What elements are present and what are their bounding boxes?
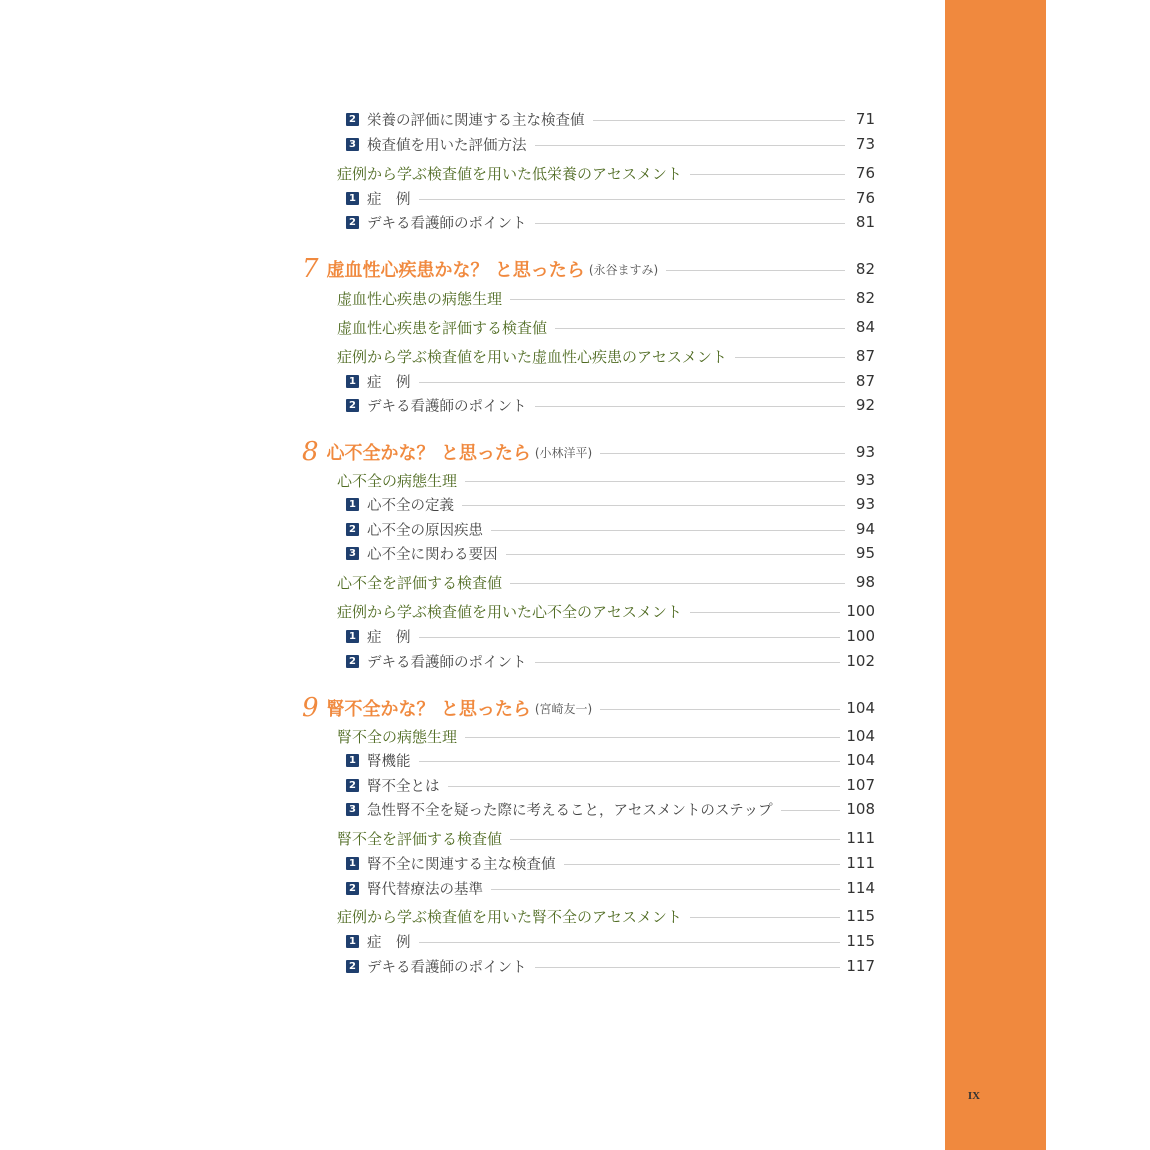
toc-entry[interactable] — [346, 798, 875, 820]
toc-entry[interactable] — [346, 370, 875, 392]
leader-line — [690, 174, 845, 175]
page-number: IX — [967, 1090, 981, 1102]
leader-line — [781, 810, 841, 811]
page-reference: 95 — [855, 544, 875, 562]
chapter-title: 腎不全かな？ と思ったら — [326, 699, 531, 720]
item-number-badge: 1 — [346, 375, 359, 388]
leader-line — [419, 382, 846, 383]
subsection-title: 心不全に関わる要因 — [367, 546, 498, 563]
toc-entry[interactable] — [346, 749, 875, 771]
toc-entry[interactable] — [346, 852, 875, 874]
leader-line — [535, 145, 846, 146]
page-reference: 84 — [855, 318, 875, 336]
page-reference: 81 — [855, 213, 875, 231]
subsection-title: デキる看護師のポイント — [367, 654, 527, 671]
leader-line — [593, 120, 846, 121]
subsection-title: デキる看護師のポイント — [367, 398, 527, 415]
item-number-badge: 1 — [346, 935, 359, 948]
toc-entry[interactable] — [337, 905, 875, 927]
chapter-title: 心不全かな？ と思ったら — [326, 443, 531, 464]
toc-entry[interactable] — [346, 930, 875, 952]
page-reference: 92 — [855, 396, 875, 414]
leader-line — [448, 786, 841, 787]
toc-entry[interactable] — [346, 955, 875, 977]
toc-entry[interactable] — [346, 108, 875, 130]
subsection-title: 腎代替療法の基準 — [367, 881, 483, 898]
leader-line — [419, 637, 841, 638]
toc-entry[interactable] — [346, 211, 875, 233]
leader-line — [535, 662, 841, 663]
page-reference: 108 — [846, 800, 875, 818]
leader-line — [465, 737, 840, 738]
toc-entry[interactable] — [346, 518, 875, 540]
toc-entry[interactable] — [337, 316, 875, 338]
leader-line — [564, 864, 841, 865]
chapter-author: (宮崎友一) — [534, 701, 593, 716]
section-title: 症例から学ぶ検査値を用いた虚血性心疾患のアセスメント — [337, 347, 727, 366]
chapter-number: 9 — [302, 693, 319, 723]
item-number-badge: 2 — [346, 960, 359, 973]
page-reference: 87 — [855, 347, 875, 365]
toc-entry[interactable] — [346, 493, 875, 515]
leader-line — [555, 328, 845, 329]
toc-entry[interactable] — [337, 287, 875, 309]
leader-line — [462, 505, 845, 506]
page-reference: 115 — [846, 932, 875, 950]
subsection-title: 症 例 — [367, 934, 411, 951]
subsection-title: デキる看護師のポイント — [367, 959, 527, 976]
section-title: 症例から学ぶ検査値を用いた腎不全のアセスメント — [337, 907, 682, 926]
toc-entry[interactable] — [346, 133, 875, 155]
page-reference: 104 — [846, 699, 875, 717]
subsection-title: 症 例 — [367, 629, 411, 646]
toc-entry[interactable] — [337, 725, 875, 747]
right-margin — [1046, 0, 1150, 1150]
leader-line — [510, 839, 840, 840]
item-number-badge: 2 — [346, 779, 359, 792]
page-reference: 111 — [846, 854, 875, 872]
item-number-badge: 3 — [346, 138, 359, 151]
item-number-badge: 3 — [346, 547, 359, 560]
item-number-badge: 1 — [346, 630, 359, 643]
section-title: 虚血性心疾患の病態生理 — [337, 289, 503, 308]
item-number-badge: 2 — [346, 655, 359, 668]
page-reference: 82 — [855, 289, 875, 307]
page-reference: 71 — [855, 110, 875, 128]
leader-line — [535, 223, 846, 224]
page-reference: 107 — [846, 776, 875, 794]
toc-entry[interactable] — [337, 162, 875, 184]
toc-entry[interactable] — [337, 571, 875, 593]
page-reference: 104 — [846, 727, 875, 745]
toc-entry[interactable] — [302, 693, 875, 723]
page-reference: 82 — [855, 260, 875, 278]
item-number-badge: 2 — [346, 113, 359, 126]
leader-line — [510, 583, 845, 584]
item-number-badge: 2 — [346, 399, 359, 412]
toc-entry[interactable] — [346, 187, 875, 209]
section-title: 虚血性心疾患を評価する検査値 — [337, 318, 548, 337]
page-reference: 111 — [846, 829, 875, 847]
leader-line — [690, 917, 841, 918]
page-reference: 104 — [846, 751, 875, 769]
item-number-badge: 2 — [346, 882, 359, 895]
leader-line — [600, 453, 845, 454]
subsection-title: 腎不全に関連する主な検査値 — [367, 856, 556, 873]
chapter-author: (小林洋平) — [534, 445, 593, 460]
orange-side-tab — [945, 0, 1046, 1150]
leader-line — [666, 270, 845, 271]
subsection-title: 腎機能 — [367, 753, 411, 770]
page-reference: 94 — [855, 520, 875, 538]
section-title: 腎不全を評価する検査値 — [337, 829, 503, 848]
item-number-badge: 1 — [346, 857, 359, 870]
leader-line — [465, 481, 845, 482]
section-title: 心不全の病態生理 — [337, 471, 458, 490]
page-reference: 100 — [846, 602, 875, 620]
subsection-title: 腎不全とは — [367, 778, 440, 795]
page-reference: 87 — [855, 372, 875, 390]
subsection-title: 栄養の評価に関連する主な検査値 — [367, 112, 585, 129]
page-reference: 117 — [846, 957, 875, 975]
toc-entry[interactable] — [337, 600, 875, 622]
toc-entry[interactable] — [337, 827, 875, 849]
leader-line — [735, 357, 845, 358]
section-title: 心不全を評価する検査値 — [337, 573, 503, 592]
subsection-title: デキる看護師のポイント — [367, 215, 527, 232]
subsection-title: 心不全の定義 — [367, 497, 454, 514]
page-reference: 114 — [846, 879, 875, 897]
chapter-number: 7 — [302, 254, 319, 284]
page-reference: 76 — [855, 189, 875, 207]
chapter-number: 8 — [302, 437, 319, 467]
page-reference: 76 — [855, 164, 875, 182]
leader-line — [419, 761, 841, 762]
toc-entry[interactable] — [337, 345, 875, 367]
leader-line — [510, 299, 845, 300]
subsection-title: 急性腎不全を疑った際に考えること，アセスメントのステップ — [367, 802, 773, 819]
page-reference: 98 — [855, 573, 875, 591]
leader-line — [491, 530, 845, 531]
section-title: 症例から学ぶ検査値を用いた低栄養のアセスメント — [337, 164, 682, 183]
subsection-title: 心不全の原因疾患 — [367, 522, 483, 539]
toc-entry[interactable] — [346, 542, 875, 564]
toc-entry[interactable] — [302, 254, 875, 284]
item-number-badge: 3 — [346, 803, 359, 816]
toc-entry[interactable] — [346, 650, 875, 672]
item-number-badge: 2 — [346, 216, 359, 229]
page-reference: 93 — [855, 495, 875, 513]
leader-line — [419, 942, 841, 943]
page-reference: 93 — [855, 443, 875, 461]
page-reference: 102 — [846, 652, 875, 670]
toc-entry[interactable] — [346, 394, 875, 416]
leader-line — [535, 406, 846, 407]
subsection-title: 症 例 — [367, 374, 411, 391]
subsection-title: 症 例 — [367, 191, 411, 208]
item-number-badge: 1 — [346, 498, 359, 511]
chapter-title: 虚血性心疾患かな？ と思ったら — [326, 260, 585, 281]
page-reference: 115 — [846, 907, 875, 925]
section-title: 症例から学ぶ検査値を用いた心不全のアセスメント — [337, 602, 682, 621]
toc-entry[interactable] — [346, 625, 875, 647]
toc-entry[interactable] — [346, 877, 875, 899]
leader-line — [506, 554, 846, 555]
subsection-title: 検査値を用いた評価方法 — [367, 137, 527, 154]
chapter-author: (永谷ますみ) — [588, 262, 659, 277]
toc-entry[interactable] — [346, 774, 875, 796]
item-number-badge: 2 — [346, 523, 359, 536]
item-number-badge: 1 — [346, 192, 359, 205]
leader-line — [600, 709, 840, 710]
page-reference: 93 — [855, 471, 875, 489]
item-number-badge: 1 — [346, 754, 359, 767]
toc-entry[interactable] — [337, 469, 875, 491]
toc-entry[interactable] — [302, 437, 875, 467]
page-reference: 73 — [855, 135, 875, 153]
leader-line — [419, 199, 846, 200]
leader-line — [491, 889, 840, 890]
leader-line — [535, 967, 841, 968]
leader-line — [690, 612, 841, 613]
page-reference: 100 — [846, 627, 875, 645]
section-title: 腎不全の病態生理 — [337, 727, 458, 746]
